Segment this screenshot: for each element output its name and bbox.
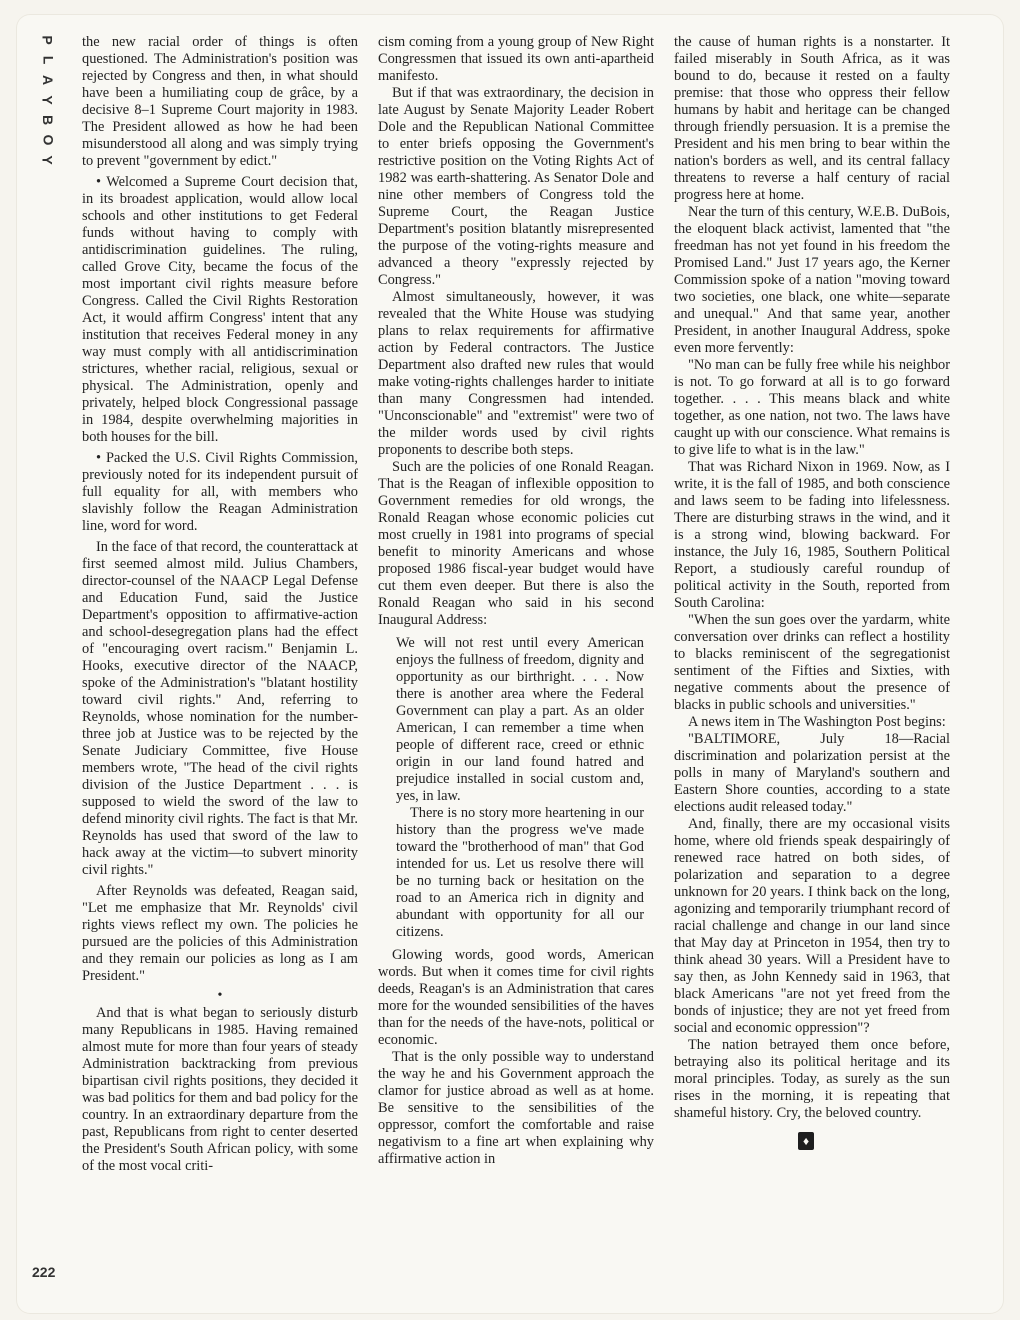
paragraph: But if that was extraordinary, the decision in late August by Senate Majority Leader Robert Dole and the Republican National Committee to enter briefs opposing the Government's restrictive position on the Voting Rights Act of 1982 was earth-shattering. As Senator Dole and nine other members of Congress told the Supreme Court, the Reagan Justice Department's position blatantly misrepresented the purpose of the voting-rights measure and advanced a theory "expressly rejected by Congress.": [378, 85, 654, 288]
paragraph: cism coming from a young group of New Right Congressmen that issued its own anti-apartheid manifesto.: [378, 34, 654, 84]
paragraph: That is the only possible way to understand the way he and his Government approach the clamor for justice abroad as well as at home. Be sensitive to the sensibilities of the oppressor, comfort the comfortable and raise negativism to a fine art when explaining why affirmative action in: [378, 1049, 654, 1167]
paragraph: the new racial order of things is often questioned. The Administration's position was rejected by Congress and then, in what should have been a humiliating coup de grâce, by a decisive 8–1 Supreme Court majority in 1983. The President allowed as how he had been misunderstood all along and was simply trying to prevent "government by edict.": [82, 34, 358, 169]
text-column-1: [82, 34, 358, 1274]
paragraph: the cause of human rights is a nonstarter. It failed miserably in South Africa, as it was bound to do, because it rested on a faulty premise: that those who oppress their fellow humans by habit and heritage can be changed through friendly persuasion. It is a premise the President and his men bring to bear within the nation's borders as well, and its central fallacy threatens to reverse a half century of racial progress here at home.: [674, 34, 950, 203]
paragraph: And, finally, there are my occasional visits home, where old friends speak despairingly of renewed race hatred on both sides, of polarization and separation to a degree unknown for 20 years. I think back on the long, agonizing and temporarily triumphant record of racial challenge and change in our land since that May day at Princeton in 1954, then try to think ahead 30 years. Will a President have to say then, as John Kennedy said in 1963, that black Americans "are not yet freed from the bonds of injustice; they are not yet freed from social and economic oppression"?: [674, 816, 950, 1036]
magazine-letter: B: [40, 114, 56, 126]
paragraph: Glowing words, good words, American words. But when it comes time for civil rights deeds, Reagan's is an Administration that cares more for the wounded sensibilities of the haves than for the needs of the have-nots, political or economic.: [378, 947, 654, 1048]
magazine-letter: Y: [40, 155, 56, 165]
page-number: 222: [32, 1264, 56, 1280]
paragraph: Such are the policies of one Ronald Reagan. That is the Reagan of inflexible opposition to Government remedies for old wrongs, the Ronald Reagan whose economic policies cut most cruelly in 1981 into programs of special benefit to minority Americans and whose proposed 1986 fiscal-year budget would have cut them even deeper. But there is also the Ronald Reagan who said in his second Inaugural Address:: [378, 459, 654, 628]
bullet-paragraph: • Welcomed a Supreme Court decision that, in its broadest application, would allow local schools and other institutions to get Federal funds without having to comply with antidiscrimination guidelines. The ruling, called Grove City, became the focus of the most important civil rights measure before Congress. Called the Civil Rights Restoration Act, it would affirm Congress' intent that any institution that receives Federal money in any way must comply with all antidiscrimination strictures, whether racial, religious, sexual or physical. The Administration, openly and privately, helped block Congressional passage in 1984, despite overwhelming majorities in both houses for the bill.: [82, 174, 358, 445]
magazine-letter: L: [40, 55, 56, 65]
quote-paragraph: There is no story more heartening in our history than the progress we've made toward the "brotherhood of man" that God intended for us. Let us resolve there will be no turning back or hesitation on the road to an America rich in dignity and abundant with opportunity for all our citizens.: [396, 805, 644, 940]
paragraph: "No man can be fully free while his neighbor is not. To go forward at all is to go forward together. . . . This means black and white together, as one nation, not two. The laws have caught up with our conscience. What remains is to give life to what is in the law.": [674, 357, 950, 458]
magazine-letter: P: [40, 35, 56, 45]
magazine-letter: Y: [40, 95, 56, 105]
paragraph: And that is what began to seriously disturb many Republicans in 1985. Having remained almost mute for more than four years of steady Administration backtracking from previous bipartisan civil rights positions, they decided it was bad politics for them and bad policy for the country. In an extraordinary departure from the past, Republicans from right to center deserted the President's South African policy, with some of the most vocal criti-: [82, 1005, 358, 1174]
bullet-paragraph: • Packed the U.S. Civil Rights Commission, previously noted for its independent pursuit of full equality for all, with members who slavishly follow the Reagan Administration line, word for word.: [82, 450, 358, 534]
paragraph: Near the turn of this century, W.E.B. DuBois, the eloquent black activist, lamented that "the freedman has not yet found in his freedom the Promised Land." Just 17 years ago, the Kerner Commission spoke of a nation "moving toward two societies, one black, one white—separate and unequal." And that same year, another President, in another Inaugural Address, spoke even more fervently:: [674, 204, 950, 356]
quote-paragraph: We will not rest until every American enjoys the fullness of freedom, dignity and opportunity as our birthright. . . . Now there is another area where the Federal Government can play a part. As an older American, I can remember a time when people of different race, creed or ethnic origin in our land found hatred and prejudice installed in social custom and, yes, in law.: [396, 635, 644, 804]
magazine-letter: A: [40, 74, 56, 86]
text-column-2: [378, 34, 654, 1274]
paragraph: "BALTIMORE, July 18—Racial discrimination and polarization persist at the polls in many of Maryland's southern and Eastern Shore counties, according to a state elections audit released today.": [674, 731, 950, 815]
paragraph: In the face of that record, the counterattack at first seemed almost mild. Julius Chambers, director-counsel of the NAACP Legal Defense and Education Fund, said the Justice Department's opposition to affirmative-action and school-desegregation plans had the effect of "encouraging overt racism." Benjamin L. Hooks, executive director of the NAACP, spoke of the Administration's "blatant hostility toward civil rights." And, referring to Reynolds, whose nomination for the number-three job at Justice was to be rejected by the Senate Judiciary Committee, five House members wrote, "The head of the civil rights division of the Justice Department . . . is supposed to wield the sword of the law to defend minority civil rights. The fact is that Mr. Reynolds has used that sword of the law to hack away at the victim—to subvert minority civil rights.": [82, 539, 358, 878]
paragraph: Almost simultaneously, however, it was revealed that the White House was studying plans to relax requirements for affirmative action by Federal contractors. The Justice Department also drafted new rules that would make voting-rights challenges harder to initiate than many Congressmen had intended. "Unconscionable" and "extremist" were two of the milder words used by civil rights proponents to describe both steps.: [378, 289, 654, 458]
magazine-name-vertical: [37, 30, 59, 170]
text-column-3: [674, 34, 950, 1274]
magazine-letter: O: [39, 134, 56, 146]
inaugural-quote: [396, 635, 644, 941]
paragraph: After Reynolds was defeated, Reagan said, "Let me emphasize that Mr. Reynolds' civil rights views reflect my own. The policies he pursued are the policies of this Administration and they remain our policies as long as I am President.": [82, 883, 358, 984]
section-break-dot: •: [217, 988, 223, 1003]
paragraph: A news item in The Washington Post begins:: [688, 714, 946, 730]
paragraph: "When the sun goes over the yardarm, white conversation over drinks can reflect a hostility to blacks reminiscent of the segregationist sentiment of the Fifties and Sixties, with negative comments about the presence of blacks in public schools and universities.": [674, 612, 950, 713]
paragraph: The nation betrayed them once before, betraying also its political heritage and its moral principles. Today, as surely as the sun rises in the morning, it is repeating that shameful history. Cry, the beloved country.: [674, 1037, 950, 1121]
paragraph: That was Richard Nixon in 1969. Now, as I write, it is the fall of 1985, and both conscience and laws seem to be fading into lifelessness. There are disturbing straws in the wind, and it is a strong wind, blowing backward. For instance, the July 16, 1985, Southern Political Report, a studiously careful roundup of political activity in the South, reported from South Carolina:: [674, 459, 950, 611]
rabbit-head-end-mark-icon: ♦: [798, 1132, 814, 1150]
